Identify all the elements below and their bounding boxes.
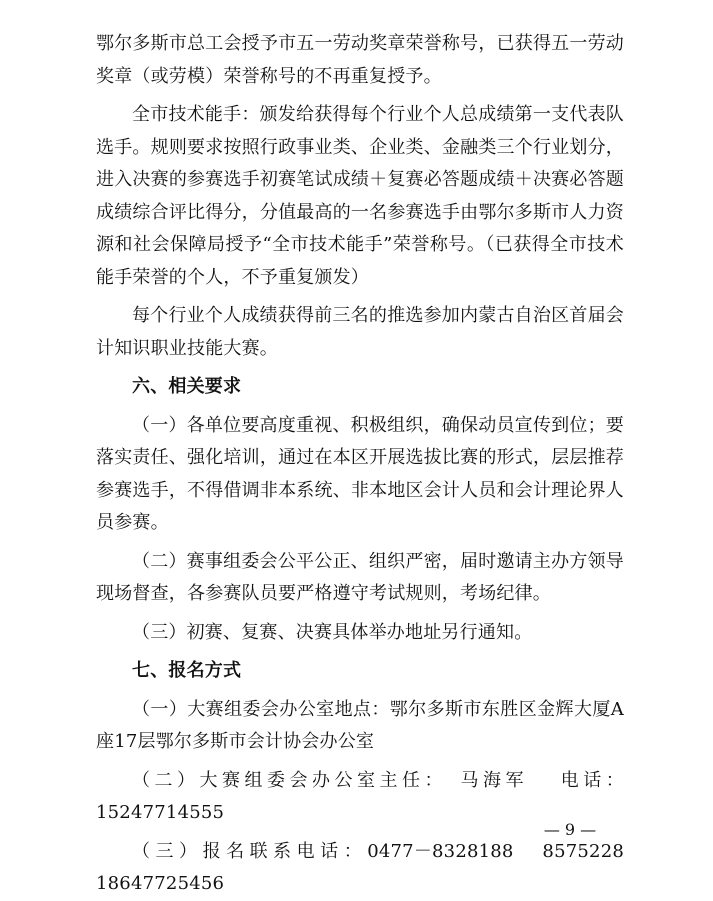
requirement-item-1: （一）各单位要高度重视、积极组织，确保动员宣传到位；要落实责任、强化培训，通过在本区开展选拔比赛的形式，层层推荐参赛选手，不得借调非本系统、非本地区会计人员和会计理论界人员参赛。 <box>96 414 624 533</box>
section-heading-requirements: 六、相关要求 <box>132 376 242 397</box>
registration-item-contact-phone: （三）报名联系电话：0477－8328188 8575228 18647725456 <box>96 840 643 894</box>
page-number: — 9 — <box>543 820 597 839</box>
document-body <box>96 28 643 901</box>
section-heading-registration: 七、报名方式 <box>132 660 242 681</box>
requirement-item-2: （二）赛事组委会公平公正、组织严密，届时邀请主办方领导现场督查，各参赛队员要严格遵守考试规则，考场纪律。 <box>96 550 624 604</box>
registration-item-office-director: （二）大赛组委会办公室主任： 马海军 电话：15247714555 <box>96 769 624 823</box>
paragraph-top-three: 每个行业个人成绩获得前三名的推选参加内蒙古自治区首届会计知识职业技能大赛。 <box>96 305 624 359</box>
paragraph-award-continuation: 鄂尔多斯市总工会授予市五一劳动奖章荣誉称号，已获得五一劳动奖章（或劳模）荣誉称号的不再重复授予。 <box>96 33 624 87</box>
requirement-item-3: （三）初赛、复赛、决赛具体举办地址另行通知。 <box>132 621 533 643</box>
registration-item-office-location: （一）大赛组委会办公室地点：鄂尔多斯市东胜区金辉大厦A座17层鄂尔多斯市会计协会办公室 <box>96 698 624 752</box>
paragraph-technical-expert: 全市技术能手：颁发给获得每个行业个人总成绩第一支代表队选手。规则要求按照行政事业类、企业类、金融类三个行业划分，进入决赛的参赛选手初赛笔试成绩＋复赛必答题成绩＋决赛必答题成绩综合评比得分，分值最高的一名参赛选手由鄂尔多斯市人力资源和社会保障局授予“全市技术能手”荣誉称号。（已获得全市技术能手荣誉的个人，不予重复颁发） <box>96 104 624 288</box>
